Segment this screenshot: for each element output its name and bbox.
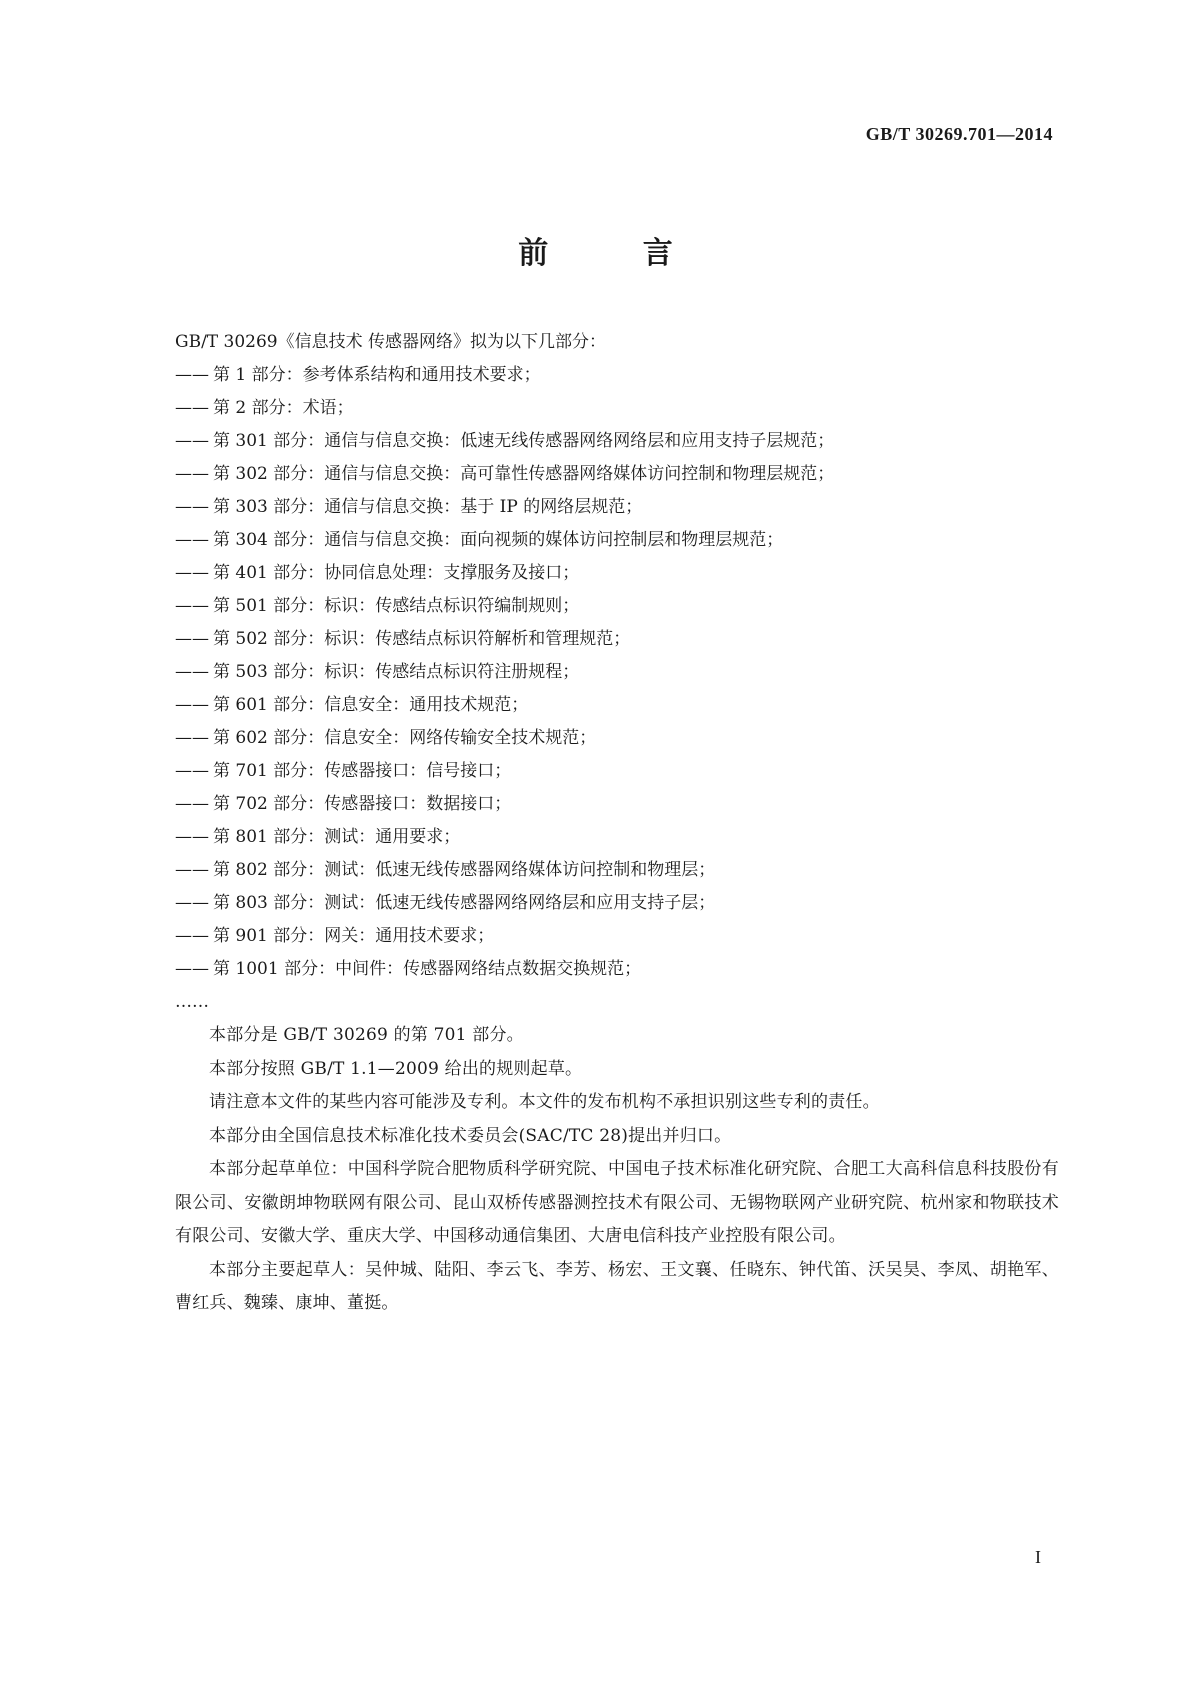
- list-dash: ——: [175, 563, 209, 583]
- list-item-text: 第 303 部分：通信与信息交换：基于 IP 的网络层规范；: [213, 497, 643, 517]
- list-item-text: 第 801 部分：测试：通用要求；: [213, 827, 461, 847]
- list-dash: ——: [175, 629, 209, 649]
- list-dash: ——: [175, 761, 209, 781]
- list-item: [175, 656, 1059, 689]
- page-title: 前 言: [518, 236, 715, 271]
- list-item: [175, 524, 1059, 557]
- list-dash: ——: [175, 431, 209, 451]
- list-item: [175, 953, 1059, 986]
- document-body: [175, 326, 1059, 1321]
- list-item: [175, 755, 1059, 788]
- list-item: [175, 590, 1059, 623]
- list-dash: ——: [175, 860, 209, 880]
- list-item: [175, 722, 1059, 755]
- list-item-text: 第 602 部分：信息安全：网络传输安全技术规范；: [213, 728, 597, 748]
- standard-number: GB/T 30269.701—2014: [865, 124, 1053, 144]
- list-dash: ——: [175, 728, 209, 748]
- list-item: [175, 458, 1059, 491]
- list-item-text: 第 1001 部分：中间件：传感器网络结点数据交换规范；: [213, 959, 642, 979]
- list-item-text: 第 502 部分：标识：传感结点标识符解析和管理规范；: [213, 629, 631, 649]
- list-item: [175, 359, 1059, 392]
- list-dash: ——: [175, 398, 209, 418]
- list-item-text: 第 701 部分：传感器接口：信号接口；: [213, 761, 512, 781]
- list-item: [175, 425, 1059, 458]
- list-dash: ——: [175, 596, 209, 616]
- paragraph-drafting-rules: 本部分按照 GB/T 1.1—2009 给出的规则起草。: [209, 1058, 583, 1079]
- list-dash: ——: [175, 530, 209, 550]
- list-item: [175, 788, 1059, 821]
- list-item: [175, 392, 1059, 425]
- list-item-text: 第 803 部分：测试：低速无线传感器网络网络层和应用支持子层；: [213, 893, 716, 913]
- list-item-text: 第 1 部分：参考体系结构和通用技术要求；: [213, 365, 541, 385]
- list-item-text: 第 2 部分：术语；: [213, 398, 354, 418]
- list-dash: ——: [175, 695, 209, 715]
- list-item: [175, 887, 1059, 920]
- list-item: [175, 557, 1059, 590]
- list-dash: ——: [175, 464, 209, 484]
- list-dash: ——: [175, 662, 209, 682]
- paragraph-part-number: 本部分是 GB/T 30269 的第 701 部分。: [209, 1025, 524, 1045]
- list-item-text: 第 501 部分：标识：传感结点标识符编制规则；: [213, 596, 580, 616]
- page-number: I: [1035, 1547, 1041, 1567]
- list-item-text: 第 702 部分：传感器接口：数据接口；: [213, 794, 512, 814]
- list-item: [175, 689, 1059, 722]
- ellipsis: ……: [175, 992, 209, 1012]
- list-dash: ——: [175, 827, 209, 847]
- list-item-text: 第 302 部分：通信与信息交换：高可靠性传感器网络媒体访问控制和物理层规范；: [213, 464, 835, 484]
- list-item-text: 第 601 部分：信息安全：通用技术规范；: [213, 695, 529, 715]
- list-dash: ——: [175, 497, 209, 517]
- list-item: [175, 623, 1059, 656]
- paragraph-proposer: 本部分由全国信息技术标准化技术委员会(SAC/TC 28)提出并归口。: [209, 1125, 732, 1146]
- list-item-text: 第 802 部分：测试：低速无线传感器网络媒体访问控制和物理层；: [213, 860, 716, 880]
- paragraph-drafters: 本部分主要起草人：吴仲城、陆阳、李云飞、李芳、杨宏、王文襄、任晓东、钟代笛、沃吴昊、李凤、胡艳军、曹红兵、魏臻、康坤、董挺。: [175, 1259, 1059, 1313]
- parts-list: [175, 359, 1059, 986]
- list-item-text: 第 901 部分：网关：通用技术要求；: [213, 926, 495, 946]
- list-item: [175, 854, 1059, 887]
- list-dash: ——: [175, 959, 209, 979]
- list-dash: ——: [175, 794, 209, 814]
- list-item-text: 第 503 部分：标识：传感结点标识符注册规程；: [213, 662, 580, 682]
- list-item: [175, 491, 1059, 524]
- list-item: [175, 920, 1059, 953]
- list-item-text: 第 301 部分：通信与信息交换：低速无线传感器网络网络层和应用支持子层规范；: [213, 431, 835, 451]
- paragraph-drafting-units: 本部分起草单位：中国科学院合肥物质科学研究院、中国电子技术标准化研究院、合肥工大高科信息科技股份有限公司、安徽朗坤物联网有限公司、昆山双桥传感器测控技术有限公司、无锡物联网产业研究院、杭州家和物联技术有限公司、安徽大学、重庆大学、中国移动通信集团、大唐电信科技产业控股有限公司。: [175, 1159, 1059, 1246]
- list-item-text: 第 401 部分：协同信息处理：支撑服务及接口；: [213, 563, 580, 583]
- list-dash: ——: [175, 926, 209, 946]
- list-dash: ——: [175, 365, 209, 385]
- list-dash: ——: [175, 893, 209, 913]
- paragraph-patent-notice: 请注意本文件的某些内容可能涉及专利。本文件的发布机构不承担识别这些专利的责任。: [209, 1092, 880, 1112]
- list-item-text: 第 304 部分：通信与信息交换：面向视频的媒体访问控制层和物理层规范；: [213, 530, 784, 550]
- list-item: [175, 821, 1059, 854]
- intro-line: GB/T 30269《信息技术 传感器网络》拟为以下几部分：: [175, 332, 607, 352]
